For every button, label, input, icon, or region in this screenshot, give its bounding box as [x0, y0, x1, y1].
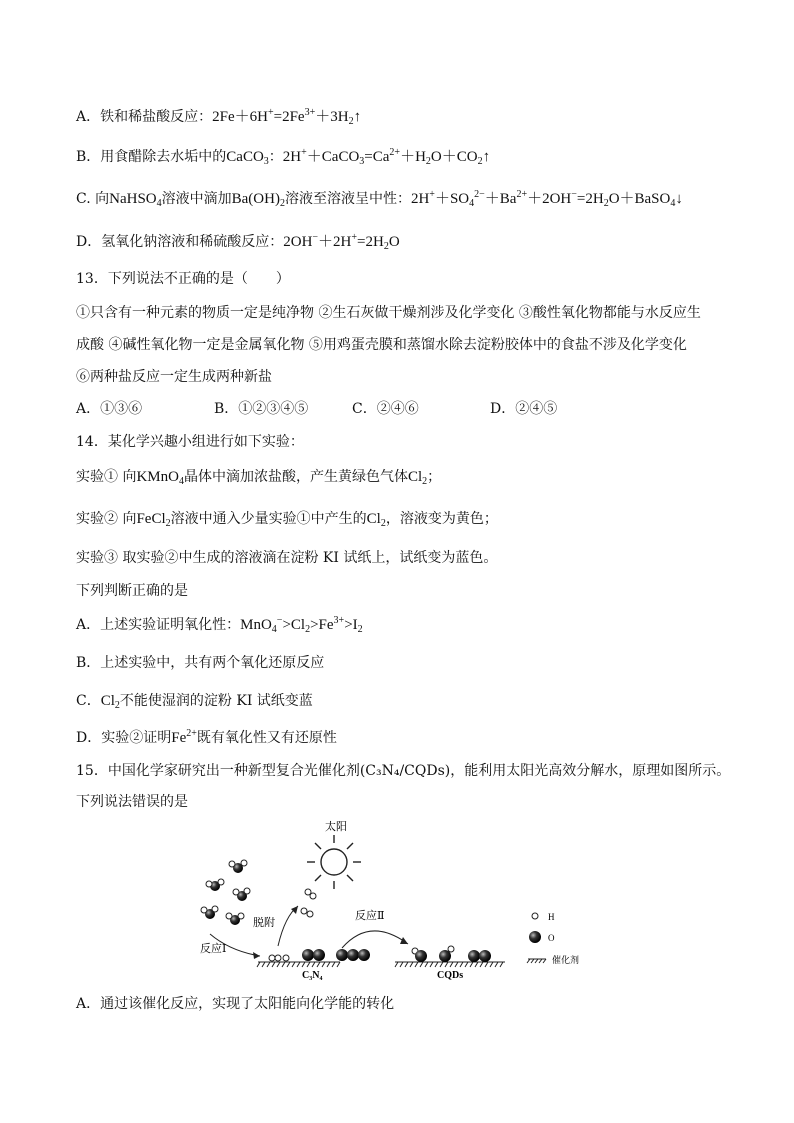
q14-option-c[interactable]: C．$Cl_2$不能使湿润的淀粉 KI 试纸变蓝: [76, 693, 313, 711]
c3n4-catalyst-surface: [257, 962, 340, 967]
q13-option-c[interactable]: C．②④⑥: [352, 401, 419, 417]
water-molecules: [201, 860, 250, 925]
cqds-label: CQDs: [437, 970, 464, 981]
desorption-label: 脱附: [253, 917, 275, 929]
adsorbed-species-c3n4: [269, 949, 370, 961]
q12-option-a: A．铁和稀盐酸反应：$2Fe+6H^+=2Fe^{3+}+3H_2↑$: [76, 107, 362, 127]
legend-o: O: [548, 933, 555, 943]
q14-judge: 下列判断正确的是: [76, 583, 188, 599]
q13-option-a[interactable]: A．①③⑥: [76, 401, 143, 417]
q14-experiment-2: 实验② 向FeCl$_2$溶液中通入少量实验①中产生的$Cl_2$，溶液变为黄色；: [76, 511, 498, 529]
reaction-1-label: 反应Ⅰ: [200, 943, 227, 955]
catalyst-hatch-icon: [527, 959, 546, 963]
legend-catalyst: 催化剂: [552, 955, 580, 965]
q12-option-d: D．氢氧化钠溶液和稀硫酸反应：$2OH^-+2H^+=2H_2O$: [76, 232, 400, 252]
q13-option-b[interactable]: B．①②③④⑤: [214, 401, 309, 417]
sun-label: 太阳: [325, 821, 347, 833]
q13-stem: 13．下列说法不正确的是（ ）: [76, 271, 290, 287]
q14-option-b[interactable]: B．上述实验中，共有两个氧化还原反应: [76, 655, 325, 671]
q14-option-d[interactable]: D．实验②证明$Fe^{2+}$既有氧化性又有还原性: [76, 728, 337, 746]
hydrogen-atom-icon: [532, 913, 538, 919]
q15-stem: 15．中国化学家研究出一种新型复合光催化剂(C₃N₄/CQDs)，能利用太阳光高效分解水，原理如图所示。: [76, 763, 731, 779]
cqds-catalyst-surface: [395, 962, 505, 967]
q15-option-a[interactable]: A．通过该催化反应，实现了太阳能向化学能的转化: [76, 996, 395, 1012]
q14-option-a[interactable]: A．上述实验证明氧化性：$MnO_4^->Cl_2>Fe^{3+}>I_2$: [76, 615, 363, 635]
adsorbed-species-cqds: [412, 946, 491, 962]
q13-statement-line-2: 成酸 ④碱性氧化物一定是金属氧化物 ⑤用鸡蛋壳膜和蒸馏水除去淀粉胶体中的食盐不涉及化学变化: [76, 337, 687, 353]
legend-h: H: [548, 912, 555, 922]
q14-stem: 14．某化学兴趣小组进行如下实验：: [76, 434, 304, 450]
q14-experiment-3: 实验③ 取实验②中生成的溶液滴在淀粉 KI 试纸上，试纸变为蓝色。: [76, 550, 498, 566]
reaction-2-label: 反应Ⅱ: [355, 910, 385, 922]
legend: [527, 912, 579, 965]
q12-option-c: C. 向NaHSO$_4$溶液中滴加$Ba(OH)_2$溶液至溶液呈中性：$2H^++SO_4^{2-}+Ba^{2+}+2OH^-=2H_2O+BaSO_4↓$: [76, 189, 683, 209]
q13-option-d[interactable]: D．②④⑤: [490, 401, 558, 417]
q15-sub: 下列说法错误的是: [76, 794, 188, 810]
q13-statement-line-3: ⑥两种盐反应一定生成两种新盐: [76, 369, 272, 385]
q14-experiment-1: 实验① 向KMnO$_4$晶体中滴加浓盐酸，产生黄绿色气体$Cl_2$；: [76, 469, 442, 487]
q12-option-b: B．用食醋除去水垢中的CaCO$_3$：$2H^++CaCO_3=Ca^{2+}+H_2O+CO_2↑$: [76, 147, 491, 167]
sun-icon: [307, 835, 361, 889]
c3n4-label: C₃N₄: [302, 970, 323, 981]
hydrogen-molecules: [301, 889, 316, 917]
photocatalysis-diagram: [190, 816, 610, 986]
q13-options: [76, 400, 628, 418]
q13-statement-line-1: ①只含有一种元素的物质一定是纯净物 ②生石灰做干燥剂涉及化学变化 ③酸性氧化物都能与水反应生: [76, 305, 701, 321]
oxygen-atom-icon: [529, 931, 541, 943]
